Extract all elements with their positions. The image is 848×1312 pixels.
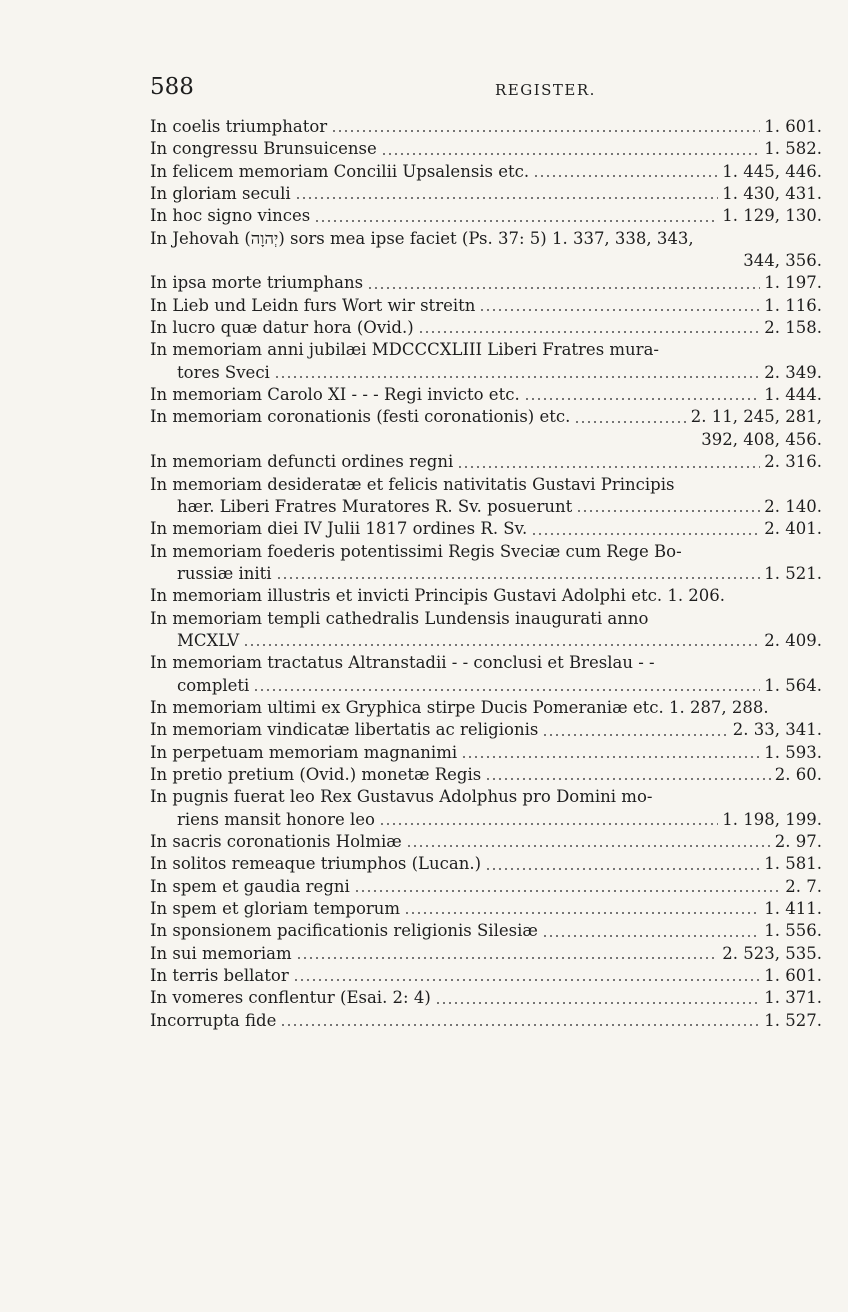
entry-reference: 1. 556. (764, 921, 822, 941)
entry-reference: 1. 411. (764, 899, 822, 919)
entry-text: In memoriam foederis potentissimi Regis Sveciæ cum Rege Bo- (150, 541, 682, 561)
dot-leader (295, 197, 719, 199)
entry-reference: 1. 593. (764, 742, 822, 762)
entry-text: In memoriam tractatus Altranstadii - - conclusi et Breslau - - (150, 653, 655, 673)
dot-leader (406, 845, 771, 847)
register-entry (150, 317, 822, 339)
entry-text: In perpetuam memoriam magnanimi (150, 742, 458, 762)
register-entry (150, 116, 822, 138)
entry-reference: 2. 60. (774, 764, 822, 784)
entry-reference: 1. 116. (764, 295, 822, 315)
entry-reference: 1. 371. (764, 988, 822, 1008)
entry-reference: 1. 601. (764, 117, 822, 136)
entry-text: In congressu Brunsuicense (150, 139, 377, 159)
entry-line (150, 474, 822, 496)
entry-line (150, 1010, 822, 1032)
entry-line (150, 831, 822, 853)
entry-continuation-line (150, 362, 822, 384)
entry-continuation-text: hær. Liberi Fratres Muratores R. Sv. posuerunt (177, 496, 573, 516)
dot-leader (418, 331, 761, 333)
register-entry (150, 920, 822, 942)
entry-text: In terris bellator (150, 966, 289, 986)
entry-line (150, 719, 822, 741)
entry-line (150, 541, 822, 563)
entry-continuation-line (150, 675, 822, 697)
register-entry (150, 161, 822, 183)
dot-leader (274, 376, 760, 378)
register-entry (150, 764, 822, 786)
entry-reference: 1. 581. (764, 854, 822, 874)
entry-text: Incorrupta fide (150, 1010, 277, 1030)
entry-reference-continued: 344, 356. (743, 251, 822, 271)
entry-line (150, 228, 822, 250)
entry-reference: 1. 444. (764, 385, 822, 405)
dot-leader (379, 823, 718, 825)
entry-reference: 1. 601. (764, 966, 822, 986)
entry-text: In felicem memoriam Concilii Upsalensis etc. (150, 161, 530, 181)
entry-line (150, 585, 822, 607)
entry-line (150, 406, 822, 428)
dot-leader (485, 868, 760, 870)
entry-continuation-line (150, 563, 822, 585)
register-entry (150, 339, 822, 384)
register-entry (150, 138, 822, 160)
entry-continuation-text: completi (177, 675, 250, 695)
entry-reference: 1. 129, 130. (722, 206, 822, 226)
entry-text: In pugnis fuerat leo Rex Gustavus Adolphus pro Domini mo- (150, 787, 653, 807)
entry-continuation-text: riens mansit honore leo (177, 809, 375, 829)
entry-reference: 2. 316. (764, 452, 822, 472)
entry-text: In memoriam ultimi ex Gryphica stirpe Ducis Pomeraniæ etc. 1. 287, 288. (150, 697, 769, 717)
entry-text: In memoriam diei IV Julii 1817 ordines R. Sv. (150, 519, 528, 539)
entry-line (150, 161, 822, 183)
entry-line (150, 518, 822, 540)
entry-reference: 1. 197. (764, 273, 822, 293)
entry-text: In hoc signo vinces (150, 206, 311, 226)
entry-continuation-text: tores Sveci (177, 362, 270, 382)
entry-text: In spem et gloriam temporum (150, 899, 401, 919)
entry-reference: 2. 158. (764, 318, 822, 338)
entry-text: In memoriam illustris et invicti Principis Gustavi Adolphi etc. 1. 206. (150, 586, 726, 606)
entry-text: In memoriam desideratæ et felicis nativitatis Gustavi Principis (150, 474, 675, 494)
entry-line (150, 898, 822, 920)
register-entry (150, 831, 822, 853)
register-entry (150, 205, 822, 227)
register-entry (150, 943, 822, 965)
register-entry (150, 228, 822, 273)
entry-text: In lucro quæ datur hora (Ovid.) (150, 318, 414, 338)
entry-reference: 1. 582. (764, 139, 822, 159)
entry-line (150, 853, 822, 875)
register-entry (150, 987, 822, 1009)
dot-leader (574, 421, 686, 423)
dot-leader (243, 644, 760, 646)
entry-text: In vomeres conflentur (Esai. 2: 4) (150, 988, 431, 1008)
register-entries (150, 116, 822, 1032)
entry-continuation-line (150, 809, 822, 831)
entry-text: In solitos remeaque triumphos (Lucan.) (150, 854, 482, 874)
dot-leader (367, 287, 760, 289)
register-entry (150, 183, 822, 205)
entry-text: In sui memoriam (150, 943, 292, 963)
entry-text: In coelis triumphator (150, 117, 328, 136)
dot-leader (354, 890, 781, 892)
entry-reference: 1. 445, 446. (722, 161, 822, 181)
register-entry (150, 853, 822, 875)
dot-leader (485, 778, 771, 780)
entry-text: In sponsionem pacificationis religionis Silesiæ (150, 921, 538, 941)
entry-reference-continued: 392, 408, 456. (701, 429, 822, 449)
entry-line (150, 876, 822, 898)
register-entry (150, 384, 822, 406)
register-entry (150, 272, 822, 294)
dot-leader (276, 577, 761, 579)
entry-reference: 1. 527. (764, 1010, 822, 1030)
entry-continuation-text: russiæ initi (177, 563, 272, 583)
dot-leader (331, 130, 760, 132)
dot-leader (381, 153, 761, 155)
register-entry (150, 719, 822, 741)
page-number: 588 (150, 74, 194, 100)
entry-continuation-line (150, 630, 822, 652)
entry-line (150, 272, 822, 294)
entry-text: In ipsa morte triumphans (150, 273, 364, 293)
entry-text: In memoriam Carolo XI - - - Regi invicto etc. (150, 385, 520, 405)
entry-line (150, 608, 822, 630)
dot-leader (576, 510, 760, 512)
entry-reference: 2. 349. (764, 362, 822, 382)
register-entry (150, 406, 822, 451)
entry-line (150, 652, 822, 674)
dot-leader (404, 912, 760, 914)
register-entry (150, 518, 822, 540)
entry-line (150, 965, 822, 987)
dot-leader (461, 756, 760, 758)
dot-leader (542, 734, 728, 736)
entry-reference: 1. 430, 431. (722, 184, 822, 204)
register-entry (150, 608, 822, 653)
register-entry (150, 541, 822, 586)
dot-leader (253, 689, 760, 691)
register-entry (150, 585, 822, 607)
register-entry (150, 876, 822, 898)
dot-leader (531, 533, 760, 535)
entry-reference: 1. 564. (764, 675, 822, 695)
dot-leader (457, 466, 760, 468)
entry-line (150, 943, 822, 965)
entry-reference: 2. 97. (774, 832, 822, 851)
entry-line (150, 339, 822, 361)
entry-line (150, 697, 822, 719)
register-entry (150, 295, 822, 317)
entry-line (150, 116, 822, 138)
dot-leader (280, 1024, 760, 1026)
register-entry (150, 965, 822, 987)
entry-line (150, 138, 822, 160)
entry-reference-continuation (150, 429, 822, 451)
dot-leader (479, 309, 760, 311)
running-title: REGISTER. (495, 81, 596, 99)
entry-line (150, 920, 822, 942)
entry-reference: 1. 521. (764, 563, 822, 583)
page-header (150, 74, 820, 104)
entry-reference: 2. 401. (764, 519, 822, 539)
entry-reference: 2. 409. (764, 630, 822, 650)
entry-line (150, 384, 822, 406)
entry-line (150, 183, 822, 205)
entry-line (150, 786, 822, 808)
entry-line (150, 764, 822, 786)
register-entry (150, 652, 822, 697)
entry-text: In memoriam coronationis (festi coronationis) etc. (150, 407, 571, 427)
entry-text: In pretio pretium (Ovid.) monetæ Regis (150, 764, 482, 784)
entry-reference: 2. 33, 341. (732, 720, 822, 740)
entry-reference: 1. 198, 199. (722, 809, 822, 829)
entry-line (150, 987, 822, 1009)
entry-reference: 2. 140. (764, 496, 822, 516)
entry-text: In gloriam seculi (150, 184, 291, 204)
dot-leader (296, 957, 719, 959)
dot-leader (524, 398, 761, 400)
entry-text: In memoriam templi cathedralis Lundensis inaugurati anno (150, 608, 649, 628)
register-entry (150, 786, 822, 831)
dot-leader (435, 1002, 760, 1004)
register-entry (150, 1010, 822, 1032)
entry-text: In Jehovah (יְהוָה) sors mea ipse faciet (Ps. 37: 5) 1. 337, 338, 343, (150, 228, 694, 248)
register-entry (150, 697, 822, 719)
register-entry (150, 898, 822, 920)
entry-text: In memoriam vindicatæ libertatis ac religionis (150, 720, 539, 740)
dot-leader (293, 979, 761, 981)
entry-line (150, 205, 822, 227)
dot-leader (314, 220, 718, 222)
entry-continuation-line (150, 496, 822, 518)
register-entry (150, 451, 822, 473)
entry-reference: 2. 523, 535. (722, 943, 822, 963)
entry-line (150, 317, 822, 339)
entry-reference-continuation (150, 250, 822, 272)
entry-reference: 2. 11, 245, 281, (690, 407, 822, 427)
entry-continuation-text: MCXLV (177, 630, 240, 650)
register-entry (150, 742, 822, 764)
entry-text: In memoriam anni jubilæi MDCCCXLIII Liberi Fratres mura- (150, 340, 659, 360)
entry-text: In Lieb und Leidn furs Wort wir streitn (150, 295, 476, 315)
register-entry (150, 474, 822, 519)
entry-text: In memoriam defuncti ordines regni (150, 452, 454, 472)
entry-text: In spem et gaudia regni (150, 876, 350, 896)
entry-line (150, 451, 822, 473)
entry-reference: 2. 7. (785, 876, 822, 896)
entry-line (150, 295, 822, 317)
entry-text: In sacris coronationis Holmiæ (150, 832, 402, 851)
dot-leader (533, 175, 718, 177)
dot-leader (542, 935, 760, 937)
entry-line (150, 742, 822, 764)
